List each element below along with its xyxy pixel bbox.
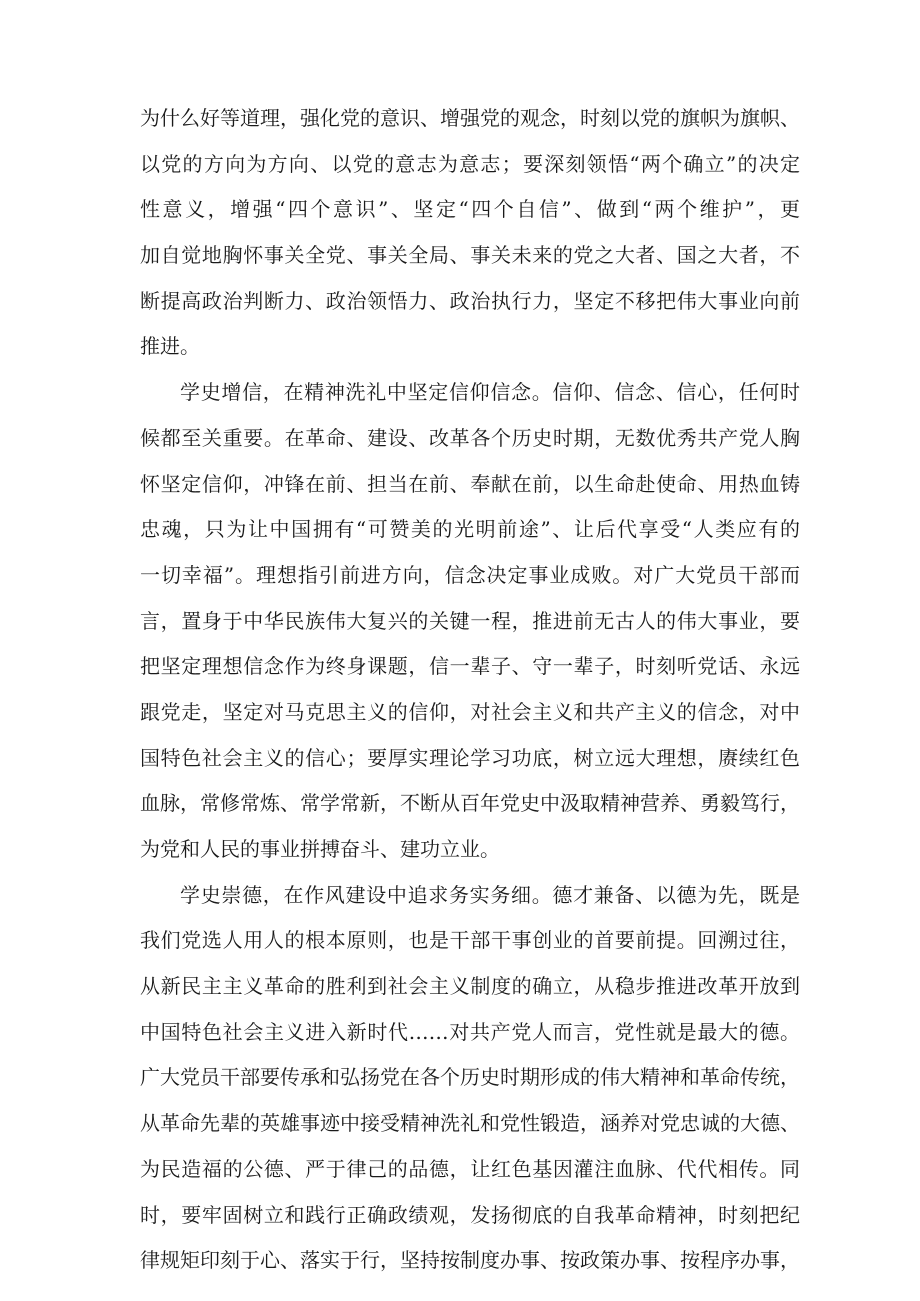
paragraph-xueshi-chongde: [140, 873, 800, 1284]
text-line: 国特色社会主义的信心；要厚实理论学习功底，树立远大理想，赓续红色: [140, 745, 800, 770]
text-line: 以党的方向为方向、以党的意志为意志；要深刻领悟“两个确立”的决定: [140, 151, 800, 176]
text-line: 跟党走，坚定对马克思主义的信仰，对社会主义和共产主义的信念，对中: [140, 699, 800, 724]
paragraph-xueshi-zengxin: [140, 370, 800, 873]
text-line: 时，要牢固树立和践行正确政绩观，发扬彻底的自我革命精神，时刻把纪: [140, 1202, 800, 1227]
text-line: 候都至关重要。在革命、建设、改革各个历史时期，无数优秀共产党人胸: [140, 425, 800, 450]
text-line: 一切幸福”。理想指引前进方向，信念决定事业成败。对广大党员干部而: [140, 562, 800, 587]
text-line: 怀坚定信仰，冲锋在前、担当在前、奉献在前，以生命赴使命、用热血铸: [140, 471, 800, 496]
text-line: 把坚定理想信念作为终身课题，信一辈子、守一辈子，时刻听党话、永远: [140, 654, 800, 679]
text-line: 为什么好等道理，强化党的意识、增强党的观念，时刻以党的旗帜为旗帜、: [140, 106, 800, 130]
text-line: 言，置身于中华民族伟大复兴的关键一程，推进前无古人的伟大事业，要: [140, 608, 800, 633]
text-line: 断提高政治判断力、政治领悟力、政治执行力，坚定不移把伟大事业向前: [140, 288, 800, 313]
text-line: 广大党员干部要传承和弘扬党在各个历史时期形成的伟大精神和革命传统，: [140, 1065, 800, 1090]
paragraph-continuation: [140, 96, 800, 370]
text-line: 为民造福的公德、严于律己的品德，让红色基因灌注血脉、代代相传。同: [140, 1156, 800, 1181]
text-line: 为党和人民的事业拼搏奋斗、建功立业。: [140, 837, 500, 861]
text-line: 血脉，常修常炼、常学常新，不断从百年党史中汲取精神营养、勇毅笃行，: [140, 791, 800, 816]
text-line: 加自觉地胸怀事关全党、事关全局、事关未来的党之大者、国之大者，不: [140, 243, 800, 268]
text-line: 我们党选人用人的根本原则，也是干部干事创业的首要前提。回溯过往，: [140, 928, 800, 953]
text-line: 从新民主主义革命的胜利到社会主义制度的确立，从稳步推进改革开放到: [140, 974, 800, 999]
text-line: 中国特色社会主义进入新时代……对共产党人而言，党性就是最大的德。: [140, 1019, 800, 1044]
text-line: 忠魂，只为让中国拥有“可赞美的光明前途”、让后代享受“人类应有的: [140, 517, 800, 542]
text-line: 学史增信，在精神洗礼中坚定信仰信念。信仰、信念、信心，任何时: [180, 380, 800, 405]
text-line: 从革命先辈的英雄事迹中接受精神洗礼和党性锻造，涵养对党忠诚的大德、: [140, 1111, 800, 1136]
text-line: 学史崇德，在作风建设中追求务实务细。德才兼备、以德为先，既是: [180, 882, 800, 907]
text-line: 律规矩印刻于心、落实于行，坚持按制度办事、按政策办事、按程序办事，: [140, 1248, 800, 1273]
text-line: 推进。: [140, 334, 200, 359]
body-text: [140, 96, 800, 1284]
text-line: 性意义，增强“四个意识”、坚定“四个自信”、做到“两个维护”，更: [140, 197, 800, 222]
